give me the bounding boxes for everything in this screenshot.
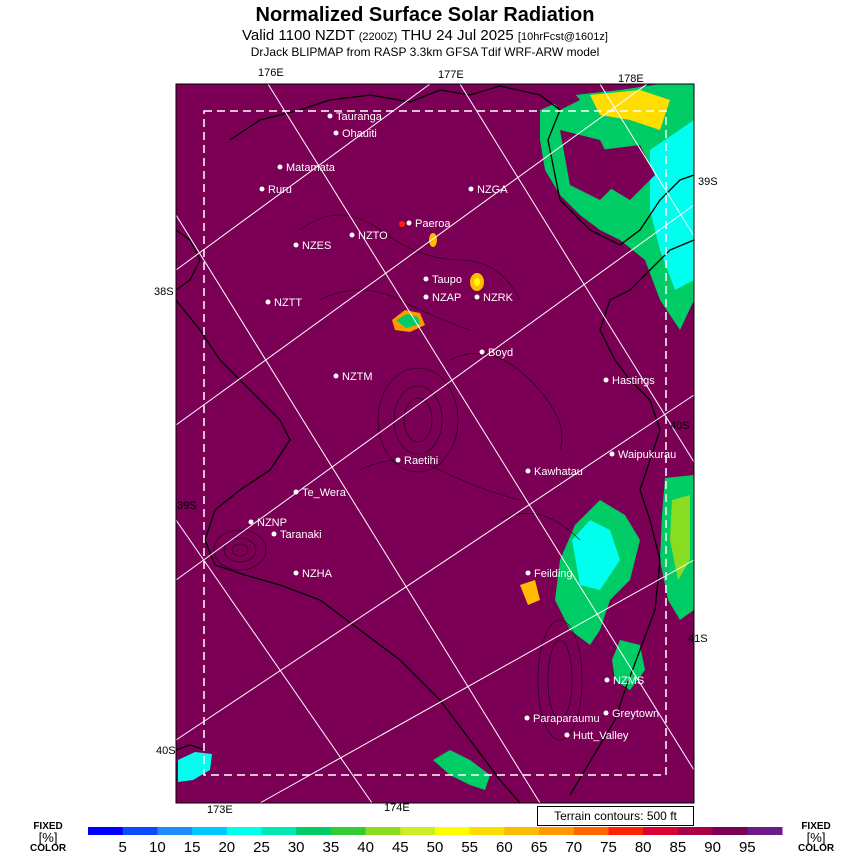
place-label: Taupo <box>432 274 462 286</box>
forecast-time: [10hrFcst@1601z] <box>517 31 608 43</box>
legend-swatch <box>609 827 644 835</box>
legend-left-fixed: FIXED <box>33 821 63 832</box>
place-waipukurau[interactable] <box>610 449 677 461</box>
legend-swatch <box>713 827 748 835</box>
legend-swatch <box>574 827 609 835</box>
legend-tick-label: 35 <box>322 839 340 856</box>
legend-tick-label: 20 <box>218 839 236 856</box>
legend-tick-label: 55 <box>461 839 479 856</box>
place-label: Te_Wera <box>302 487 346 499</box>
place-label: NZHA <box>302 568 332 580</box>
place-label: NZES <box>302 240 332 252</box>
legend-tick-label: 65 <box>530 839 548 856</box>
legend-right-fixed: FIXED <box>801 821 831 832</box>
legend-tick-label: 70 <box>565 839 583 856</box>
legend-swatch <box>470 827 505 835</box>
place-label: Boyd <box>488 347 514 359</box>
place-label: Greytown <box>612 708 660 720</box>
terrain-contours-note: Terrain contours: 500 ft <box>537 806 694 826</box>
color-legend <box>88 827 783 856</box>
legend-tick-label: 95 <box>738 839 756 856</box>
place-kawhatau[interactable] <box>526 466 583 478</box>
legend-tick-label: 90 <box>704 839 721 856</box>
legend-left-color: COLOR <box>30 843 67 854</box>
legend-swatch <box>435 827 470 835</box>
legend-swatch <box>504 827 539 835</box>
legend-swatch <box>88 827 123 835</box>
place-te-wera[interactable] <box>294 487 347 499</box>
legend-swatch <box>643 827 678 835</box>
place-label: Ohauiti <box>342 128 377 140</box>
place-tauranga[interactable] <box>328 111 383 123</box>
model-description: DrJack BLIPMAP from RASP 3.3km GFSA Tdif WRF-ARW model <box>250 45 600 59</box>
legend-tick-label: 80 <box>634 839 652 856</box>
place-greytown[interactable] <box>604 708 660 720</box>
place-label: Raetihi <box>404 455 439 467</box>
place-label: NZTT <box>274 297 303 309</box>
lat-label-39s-right: 39S <box>698 176 718 188</box>
place-label: Paeroa <box>415 218 451 230</box>
legend-swatch <box>262 827 297 835</box>
legend-swatch <box>331 827 366 835</box>
place-matamata[interactable] <box>278 162 336 174</box>
legend-tick-label: 40 <box>357 839 374 856</box>
place-label: Kawhatau <box>534 466 583 478</box>
legend-swatch <box>747 827 782 835</box>
lon-label-178e: 178E <box>618 73 644 85</box>
place-label: NZNP <box>257 517 287 529</box>
legend-swatch <box>539 827 574 835</box>
legend-swatch <box>157 827 192 835</box>
lat-label-40s-left: 40S <box>156 745 176 757</box>
place-label: Hastings <box>612 375 655 387</box>
lat-label-39s-left: 39S <box>177 500 197 512</box>
legend-swatch <box>227 827 262 835</box>
place-label: NZMS <box>613 675 645 687</box>
lat-label-38s: 38S <box>154 286 174 298</box>
place-label: Paraparaumu <box>533 713 600 725</box>
valid-main: Valid 1100 NZDT <box>242 27 355 44</box>
place-label: NZRK <box>483 292 513 304</box>
place-label: Feilding <box>534 568 573 580</box>
place-label: NZAP <box>432 292 462 304</box>
place-label: Taranaki <box>280 529 322 541</box>
lon-label-177e: 177E <box>438 69 464 81</box>
lat-label-41s: 41S <box>688 633 708 645</box>
legend-swatch <box>296 827 331 835</box>
lon-label-176e: 176E <box>258 67 284 79</box>
place-label: Matamata <box>286 162 335 174</box>
place-hastings[interactable] <box>604 375 656 387</box>
legend-right-color: COLOR <box>798 843 835 854</box>
valid-date: THU 24 Jul 2025 <box>401 27 514 44</box>
legend-tick-label: 75 <box>600 839 617 856</box>
lon-label-174e: 174E <box>384 802 410 814</box>
legend-swatch <box>366 827 401 835</box>
legend-tick-label: 15 <box>183 839 201 856</box>
place-label: Waipukurau <box>618 449 677 461</box>
place-label: Tauranga <box>336 111 382 123</box>
legend-left-label <box>30 822 66 854</box>
legend-swatch <box>678 827 713 835</box>
legend-tick-label: 85 <box>669 839 687 856</box>
legend-tick-label: 25 <box>253 839 270 856</box>
legend-tick-label: 50 <box>426 839 444 856</box>
legend-left-pct: [%] <box>38 830 58 845</box>
legend-swatch <box>192 827 227 835</box>
place-label: Hutt_Valley <box>573 730 629 742</box>
legend-tick-label: 45 <box>391 839 409 856</box>
place-paraparaumu[interactable] <box>525 713 600 725</box>
place-label: NZTM <box>342 371 373 383</box>
legend-tick-label: 10 <box>149 839 166 856</box>
legend-swatch <box>400 827 435 835</box>
legend-tick-label: 60 <box>496 839 513 856</box>
place-label: NZTO <box>358 230 388 242</box>
place-label: Ruru <box>268 184 292 196</box>
map-title: Normalized Surface Solar Radiation <box>255 4 595 26</box>
legend-tick-label: 5 <box>118 839 127 856</box>
lat-label-40s-right: 40S <box>670 420 690 432</box>
place-label: NZGA <box>477 184 508 196</box>
lon-label-173e: 173E <box>207 804 233 816</box>
legend-swatch <box>123 827 158 835</box>
legend-tick-label: 30 <box>287 839 305 856</box>
legend-right-pct: [%] <box>806 830 826 845</box>
valid-utc: (2200Z) <box>358 31 398 43</box>
legend-right-label <box>798 822 834 854</box>
place-hutt-valley[interactable] <box>565 730 629 742</box>
